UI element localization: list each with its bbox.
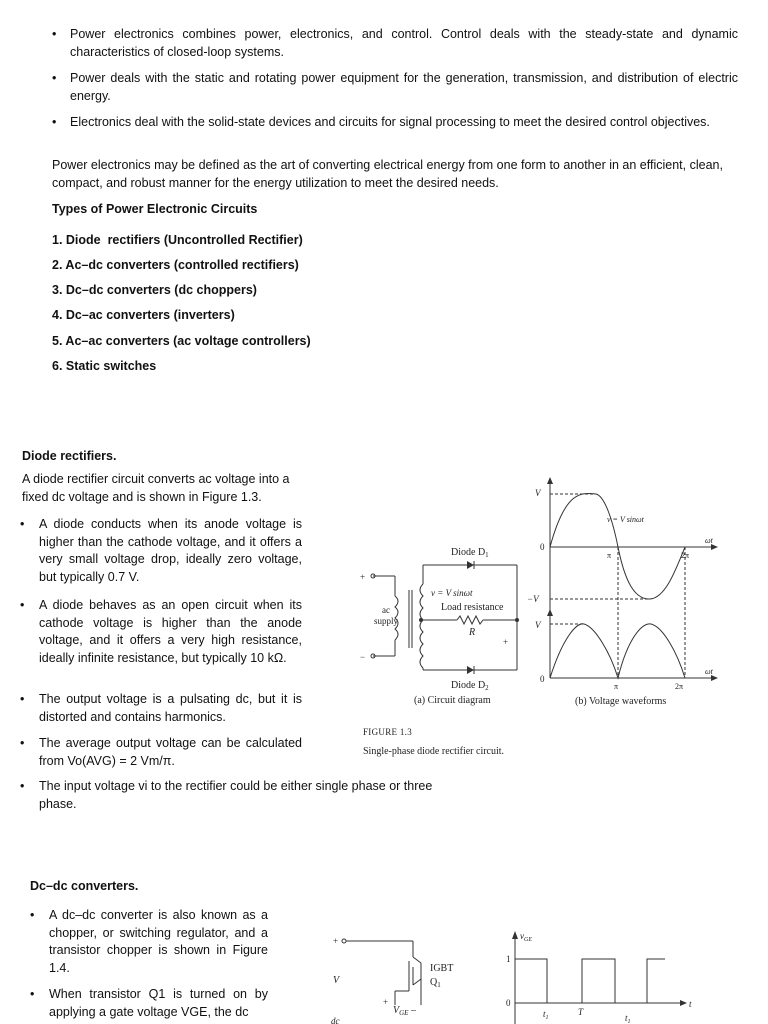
figure-1-3-caption: Single-phase diode rectifier circuit.: [363, 746, 505, 757]
diode-intro: A diode rectifier circuit converts ac voltage into a fixed dc voltage and is shown in Figure 1.3.: [22, 472, 290, 504]
q1-label: $Q_1$: [430, 977, 441, 989]
T-label: T: [578, 1007, 584, 1017]
dcdc-bullet-text: When transistor Q1 is turned on by applying a gate voltage VGE, the dc: [49, 987, 268, 1019]
diode-bullet-text: The input voltage vi to the rectifier could be either single phase or three phase.: [39, 779, 433, 811]
circuit-caption: (a) Circuit diagram: [414, 695, 491, 706]
vs-equation: v = V sinωt: [431, 588, 473, 598]
supply-label: supply: [374, 616, 399, 626]
plus-label: +: [503, 637, 509, 647]
bullet-dot: •: [20, 779, 25, 793]
bullet-dot: •: [20, 692, 25, 706]
vge-label: $V_{GE}$ –: [393, 1005, 416, 1017]
zero-label: 0: [540, 674, 545, 684]
plus-label: +: [360, 572, 366, 582]
type-item: 6. Static switches: [52, 359, 157, 373]
igbt-label: IGBT: [430, 963, 454, 974]
zero-label: 0: [540, 542, 545, 552]
diode1-label: Diode $D_1$: [451, 547, 489, 559]
dcdc-bullet-text: A dc–dc converter is also known as a chopper, or switching regulator, and a transistor chopper is shown in Figure 1.4.: [49, 908, 268, 975]
vm-label: V: [535, 620, 541, 630]
diode-bullet-text: The average output voltage can be calculated from Vo(AVG) = 2 Vm/π.: [39, 736, 302, 768]
dc-label: dc: [331, 1016, 340, 1024]
neg-vm-label: −V: [527, 594, 539, 604]
plus-label: +: [383, 997, 389, 1007]
figure-1-4-waveform: [500, 925, 700, 1024]
top-bullet-text: Electronics deal with the solid-state devices and circuits for signal processing to meet the desired control objectives.: [70, 115, 710, 129]
top-bullet-text: Power electronics combines power, electronics, and control. Control deals with the steady-state and dynamic characteristics of closed-loop systems.: [70, 27, 738, 59]
wave-caption: (b) Voltage waveforms: [575, 696, 667, 707]
bullet-dot: •: [30, 908, 35, 922]
r-label: R: [469, 627, 476, 638]
figure-1-3-label: FIGURE 1.3: [363, 727, 413, 737]
dcdc-heading: Dc–dc converters.: [30, 879, 139, 893]
top-bullet-text: Power deals with the static and rotating power equipment for the generation, transmission, and distribution of electric energy.: [70, 71, 738, 103]
load-label: Load resistance: [441, 602, 504, 613]
type-item: 5. Ac–ac converters (ac voltage controllers): [52, 334, 311, 348]
types-heading: Types of Power Electronic Circuits: [52, 202, 258, 216]
type-item: 3. Dc–dc converters (dc choppers): [52, 283, 257, 297]
figure-1-3-waveforms: [525, 472, 725, 712]
two-pi-label: 2π: [681, 551, 690, 560]
bullet-dot: •: [20, 598, 25, 612]
plus-label: +: [333, 936, 339, 946]
bullet-dot: •: [52, 71, 57, 85]
vs-equation-wave: v = V sinωt: [607, 515, 644, 524]
figure-1-4-circuit: [325, 925, 475, 1024]
bullet-dot: •: [20, 736, 25, 750]
bullet-dot: •: [52, 115, 57, 129]
type-item: 1. Diode rectifiers (Uncontrolled Rectifier): [52, 233, 303, 247]
two-pi-label: 2π: [675, 682, 684, 691]
wt-label: ωt: [705, 667, 713, 676]
pi-label: π: [607, 551, 612, 560]
bullet-dot: •: [52, 27, 57, 41]
vs-label: V: [333, 975, 340, 986]
diode-heading: Diode rectifiers.: [22, 449, 117, 463]
vge-axis-label: $v_{GE}$: [520, 931, 532, 943]
t-label: t: [689, 999, 692, 1009]
minus-label: −: [360, 652, 366, 662]
pi-label: π: [614, 682, 619, 691]
vm-label: V: [535, 488, 541, 498]
diode-bullet-text: The output voltage is a pulsating dc, but it is distorted and contains harmonics.: [39, 692, 302, 724]
type-item: 4. Dc–ac converters (inverters): [52, 308, 235, 322]
wt-label: ωt: [705, 536, 713, 545]
type-item: 2. Ac–dc converters (controlled rectifiers): [52, 258, 299, 272]
bullet-dot: •: [20, 517, 25, 531]
one-label: 1: [506, 954, 511, 964]
figure-1-3-circuit: [355, 540, 530, 715]
zero-label: 0: [506, 998, 511, 1008]
diode-bullet-text: A diode behaves as an open circuit when its cathode voltage is higher than the anode voltage, and it offers a very high resistance, ideally infinite resistance, but typically 10 kΩ.: [39, 598, 302, 665]
t1-label: $t_1$: [543, 1009, 549, 1021]
diode-bullet-text: A diode conducts when its anode voltage is higher than the cathode voltage, and it offers a very small voltage drop, ideally zero voltage, but typically 0.7 V.: [39, 517, 302, 584]
definition-paragraph: Power electronics may be defined as the art of converting electrical energy from one form to another in an efficient, clean, compact, and robust manner for the energy utilization to meet the desired needs.: [52, 158, 723, 190]
diode2-label: Diode $D_2$: [451, 680, 489, 692]
ac-label: ac: [382, 605, 390, 615]
bullet-dot: •: [30, 987, 35, 1001]
t1-label: $t_1$: [625, 1013, 631, 1024]
